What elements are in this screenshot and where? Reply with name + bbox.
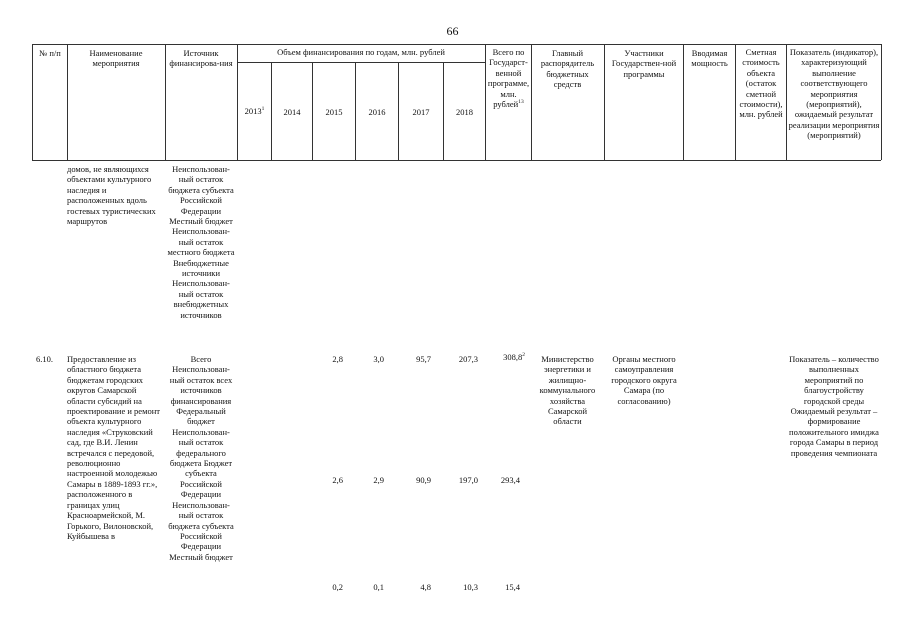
local-2015: 0,2 [332,582,343,592]
header-name: Наименование мероприятия [89,48,143,69]
continuation-name-tail: домов, не являющихся объектами культурного наследия и расположенных вдоль гостевых туристических маршрутов [67,164,156,227]
regional-2017: 90,9 [416,475,431,485]
header-year-2017: 2017 [412,107,430,117]
row-manager: Министерство энергетики и жилищно-коммунального хозяйства Самарской области [539,354,596,427]
header-year-2013: 2013$^1$ [244,106,265,116]
total-2018: 207,3 [458,354,478,364]
local-2018: 10,3 [463,582,478,592]
total-sum: 308,8$^2$ [503,352,525,362]
header-participants: Участники Государствен-ной программы [611,48,677,79]
header-capacity: Вводимая мощность [691,48,728,69]
row-number: 6.10. [36,354,53,364]
row-sources: Всего Неиспользован-ный остаток всех источников финансирования Федеральный бюджет Неиспользован-ный остаток федерального бюджета Бюджет субъекта Российской Федерации Неиспользован-ный остаток бюджета субъекта Российской Федерации Местный бюджет [168,354,234,562]
local-2017: 4,8 [420,582,431,592]
page-number: 66 [446,24,459,38]
header-indicator: Показатель (индикатор), характеризующий выполнение соответствующего мероприятия (мероприятий), ожидаемый результат реализации мероприятия (мероприятий) [788,47,880,141]
row-name: Предоставление из областного бюджета бюджетам городских округов Самарской области субсидий на проектирование и ремонт объекта культурного наследия «Струковский сад, где В.И. Ленин встречался с передовой, революционно настроенной молодежью Самары в 1889-1893 гг.», расположенного в границах улиц Красноармейской, М. Горького, Вилоновской, Куйбышева в [67,354,160,541]
header-year-2014: 2014 [283,107,301,117]
header-funding-group: Объем финансирования по годам, млн. рублей [277,47,445,57]
header-year-2016: 2016 [368,107,386,117]
total-2016: 3,0 [373,354,384,364]
header-source: Источник финансирова-ния [169,48,233,69]
regional-2016: 2,9 [373,475,384,485]
row-participants: Органы местного самоуправления городского округа Самара (по согласованию) [611,354,677,406]
header-year-2018: 2018 [456,107,473,117]
header-num: № п/п [39,48,61,58]
header-estimate: Сметная стоимость объекта (остаток сметной стоимости), млн. рублей [739,47,783,120]
local-2016: 0,1 [373,582,384,592]
header-manager: Главный распорядитель бюджетных средств [540,48,595,90]
total-2015: 2,8 [332,354,343,364]
regional-2018: 197,0 [458,475,478,485]
local-sum: 15,4 [505,582,520,592]
regional-2015: 2,6 [332,475,343,485]
header-total: Всего по Государст-венной программе, млн. рублей$^{13}$ [487,47,530,110]
continuation-sources: Неиспользован-ный остаток бюджета субъекта Российской Федерации Местный бюджет Неиспользован-ный остаток местного бюджета Внебюджетные источники Неиспользован-ный остаток внебюджетных источников [167,164,235,320]
row-indicator: Показатель – количество выполненных мероприятий по благоустройству городской среды Ожидаемый результат – формирование положительного имиджа города Самары в период проведения чемпионата [789,354,879,458]
regional-sum: 293,4 [500,475,520,485]
header-year-2015: 2015 [325,107,343,117]
total-2017: 95,7 [416,354,431,364]
